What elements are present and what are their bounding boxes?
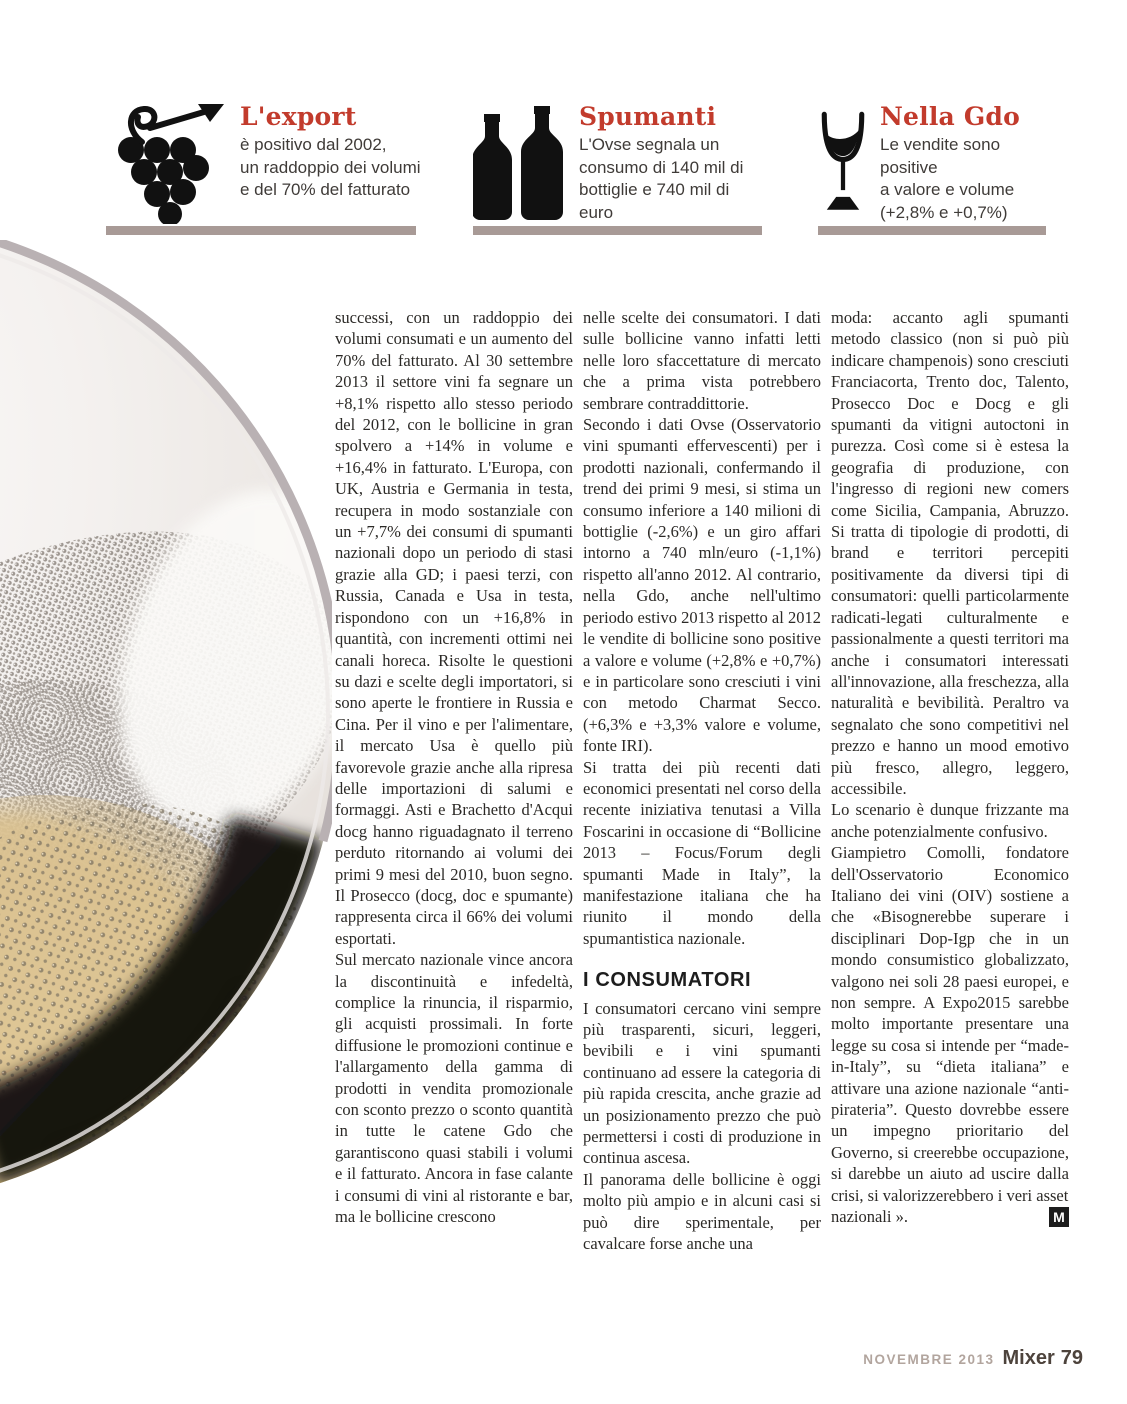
infobox-line: (+2,8% e +0,7%) <box>880 203 1008 223</box>
footer-page-number: 79 <box>1060 1347 1083 1369</box>
wine-glass-icon <box>820 110 866 219</box>
body-paragraph <box>831 1206 1069 1227</box>
article-column-1 <box>335 307 573 1254</box>
infobox-line: e del 70% del fatturato <box>240 180 411 200</box>
article-column-3 <box>831 307 1069 1254</box>
footer-magazine-name: Mixer <box>1002 1347 1055 1369</box>
divider-bar <box>473 226 762 235</box>
infobox-line: consumo di 140 mil di <box>579 157 744 177</box>
sparkling-bottles-icon <box>473 106 565 229</box>
infobox-line: Le vendite sono positive <box>880 135 1001 177</box>
body-paragraph: Il panorama delle bollicine è oggi molto più ampio e in alcuni casi si può dire sperimentale, per cavalcare forse anche una <box>583 1169 821 1254</box>
body-paragraph: Giampietro Comolli, fondatore dell'Osservatorio Economico Italiano dei vini (OIV) sostiene a che «Bisognerebbe superare i disciplinari Dop-Igp che in un mondo consumistico globalizzato, valgono nei soli 28 paesi europei, e non sempre. A Expo2015 sarebbe molto importante presentare una legge su cosa si intende per “made-in-Italy”, su “dieta italiana” e attivare una azione nazionale “anti-pirateria”. Questo dovrebbe essere un impegno prioritario del Governo, si creerebbe occupazione, si darebbe un aiuto ad uscire dalla crisi, si valorizzerebbero i veri asset <box>831 843 1069 1205</box>
article-column-2 <box>583 307 821 1254</box>
body-paragraph: Sul mercato nazionale vince ancora la discontinuità e infedeltà, complice la rinuncia, il risparmio, gli acquisti prossimali. In forte diffusione le promozioni continue e l'allargamento della gamma di prodotti in vendita promozionale con sconto prezzo o sconto quantità in tutte le catene Gdo che garantiscono quasi stabili i volumi e il fatturato. Ancora in fase calante i consumi di vini al ristorante e bar, ma le bollicine crescono <box>335 950 573 1227</box>
body-paragraph: I consumatori cercano vini sempre più trasparenti, sicuri, leggeri, bevibili e i vini spumanti continuano ad essere la categoria di più rapida crescita, anche grazie ad un posizionamento prezzo che può permettersi i costi di produzione in continua ascesa. <box>583 998 821 1168</box>
body-paragraph: Secondo i dati Ovse (Osservatorio vini spumanti effervescenti) per i prodotti nazionali, confermando il trend dei primi 9 mesi, si stima un consumo inferiore a 140 milioni di bottiglie (-2,6%) e un giro affari intorno a 740 mln/euro (-1,1%) rispetto all'anno 2012. Al contrario, nella Gdo, anche nell'ultimo periodo estivo 2013 rispetto al 2012 le vendite di bollicine sono positive a valore e volume (+2,8% e +0,7%) e in particolare sono cresciuti i vini con metodo Charmat Secco. (+6,3% e +3,3% valore e volume, fonte IRI). <box>583 415 821 756</box>
infobox-line: è positivo dal 2002, <box>240 135 387 155</box>
infobox-export <box>112 100 422 238</box>
article-body <box>335 307 1071 1254</box>
divider-bar <box>106 226 416 235</box>
infobox-line: bottiglie e 740 mil di euro <box>579 180 730 223</box>
infobox-spumanti <box>473 100 762 238</box>
end-of-article-marker: M <box>1049 1207 1069 1227</box>
footer-issue-date: NOVEMBRE 2013 <box>863 1352 995 1367</box>
body-paragraph: Si tratta dei più recenti dati economici presentati nel corso della recente iniziativa tenutasi a Villa Foscarini in occasione di “Bollicine 2013 – Focus/Forum degli spumanti Made in Italy”, la manifestazione italiana che ha riunito il mondo della spumantistica nazionale. <box>583 757 821 948</box>
divider-bar <box>818 226 1046 235</box>
body-paragraph: successi, con un raddoppio dei volumi consumati e un aumento del 70% del fatturato. Al 30 settembre 2013 il settore vini fa segnare un +8,1% rispetto allo stesso periodo del 2012, con le bollicine in gran spolvero a +14% in volume e +16,4% in fatturato. L'Europa, con UK, Austria e Germania in testa, recupera in modo sostanziale con un +7,7% dei consumi di spumanti nazionali dopo un periodo di stasi grazie alla GD; i paesi terzi, con Russia, Canada e Usa in testa, rispondono con un +16,8% in quantità, con incrementi ottimi nei canali horeca. Risolte le questioni su dazi e scelte degli importatori, si sono aperte le frontiere in Russia e Cina. Per il vino e per l'alimentare, il mercato Usa è quello più favorevole grazie anche alla ripresa delle importazioni di salumi e formaggi. Asti e Brachetto d'Acqui docg hanno riguadagnato il terreno perduto ritornando ai volumi dei primi 9 mesi del 2010, buon segno. Il Prosecco (docg, doc e spumante) rappresenta circa il 66% dei volumi esportati. <box>335 308 573 948</box>
infobox-title: Nella Gdo <box>880 102 1020 131</box>
grapes-export-icon <box>112 102 224 229</box>
body-paragraph: Lo scenario è dunque frizzante ma anche potenzialmente confusivo. <box>831 800 1069 841</box>
infobox-gdo <box>820 100 1048 238</box>
body-paragraph: nelle scelte dei consumatori. I dati sulle bollicine vanno infatti letti nelle loro sfaccettature di mercato che a prima vista potrebbero sembrare contraddittorie. <box>583 308 821 413</box>
infobox-title: L'export <box>240 102 357 131</box>
sparkling-wine-photo <box>0 240 332 1315</box>
infobox-line: un raddoppio dei volumi <box>240 157 421 177</box>
body-paragraph: moda: accanto agli spumanti metodo classico (non si può più indicare champenois) sono cresciuti Franciacorta, Trento doc, Talento, Prosecco Doc e Docg e gli spumanti da vitigni autoctoni in purezza. Così come si è estesa la geografia di produzione, con l'ingresso di regioni new comers come Sicilia, Campania, Abruzzo. Si tratta di tipologie di prodotti, di brand e territori percepiti positivamente da diversi tipi di consumatori: quelli particolarmente radicati-legati culturalmente e passionalmente a questi territori ma anche i consumatori interessati all'innovazione, alla freschezza, alla naturalità e bevibilità. Peraltro va segnalato che sono competitivi nel prezzo e hanno un mood emotivo più fresco, allegro, leggero, accessibile. <box>831 308 1069 798</box>
infobox-line: a valore e volume <box>880 180 1015 200</box>
last-line-text: nazionali ». <box>831 1207 908 1227</box>
infobox-line: L'Ovse segnala un <box>579 135 720 155</box>
page-footer <box>863 1347 1083 1370</box>
infobox-title: Spumanti <box>579 102 717 131</box>
section-heading-consumatori: I CONSUMATORI <box>583 969 752 992</box>
